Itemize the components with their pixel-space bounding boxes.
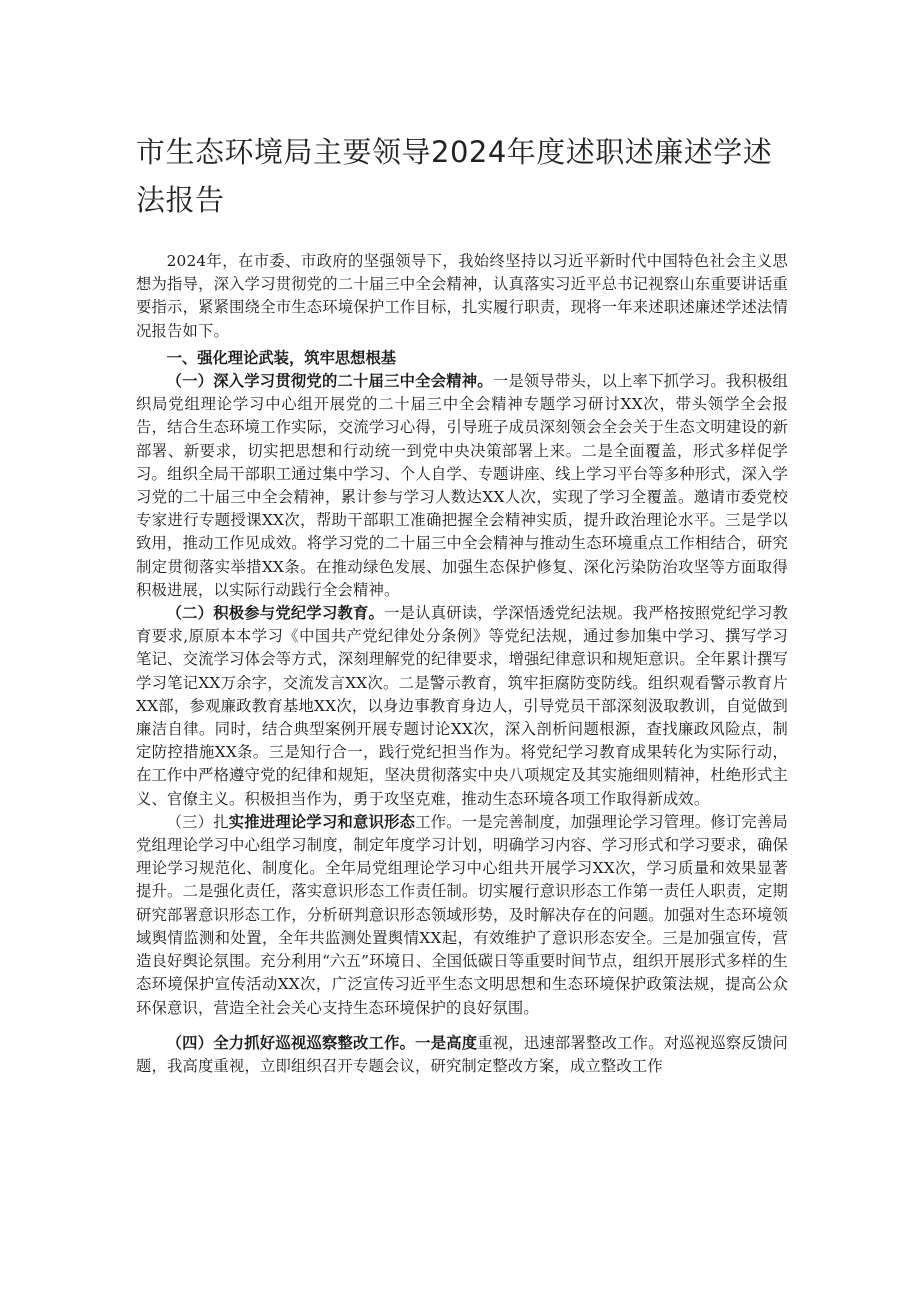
document-page	[136, 128, 788, 1078]
section-1-heading: 一、强化理论武装，筑牢思想根基	[166, 348, 397, 367]
subsection-1-body: 一是领导带头，以上率下抓学习。我积极组织局党组理论学习中心组开展党的二十届三中全会精神专题学习研讨XX次，带头领学全会报告，结合生态环境工作实际，交流学习心得，引导班子成员深刻领会全会关于生态文明建设的新部署、新要求，切实把思想和行动统一到党中央决策部署上来。二是全面覆盖，形式多样促学习。组织全局干部职工通过集中学习、个人自学、专题讲座、线上学习平台等多种形式，深入学习党的二十届三中全会精神，累计参与学习人数达XX人次，实现了学习全覆盖。邀请市委党校专家进行专题授课XX次，帮助干部职工准确把握全会精神实质，提升政治理论水平。三是学以致用，推动工作见成效。将学习党的二十届三中全会精神与推动生态环境重点工作相结合，研究制定贯彻落实举措XX条。在推动绿色发展、加强生态保护修复、深化污染防治攻坚等方面取得积极进展，以实际行动践行全会精神。	[136, 372, 789, 599]
subsection-2-body: 一是认真研读，学深悟透党纪法规。我严格按照党纪学习教育要求,原原本本学习《中国共产党纪律处分条例》等党纪法规，通过参加集中学习、撰写学习笔记、交流学习体会等方式，深刻理解党的纪律要求，增强纪律意识和规矩意识。全年累计撰写学习笔记XX万余字，交流发言XX次。二是警示教育，筑牢拒腐防变防线。组织观看警示教育片XX部，参观廉政教育基地XX次，以身边事教育身边人，引导党员干部深刻汲取教训，自觉做到廉洁自律。同时，结合典型案例开展专题讨论XX次，深入剖析问题根源，查找廉政风险点，制定防控措施XX条。三是知行合一，践行党纪担当作为。将党纪学习教育成果转化为实际行动，在工作中严格遵守党的纪律和规矩，坚决贯彻落实中央八项规定及其实施细则精神，杜绝形式主义、官僚主义。积极担当作为，勇于攻坚克难，推动生态环境各项工作取得新成效。	[136, 604, 789, 808]
subsection-2-heading: （二）积极参与党纪学习教育。	[166, 604, 385, 623]
subsection-4-paragraph	[136, 1032, 788, 1078]
subsection-3-paragraph	[136, 811, 788, 1020]
subsection-3-prefix: （三）扎	[166, 812, 229, 831]
subsection-4-heading: （四）全力抓好巡视巡察整改工作。一是高度	[166, 1033, 478, 1052]
intro-paragraph: 2024年，在市委、市政府的坚强领导下，我始终坚持以习近平新时代中国特色社会主义思想为指导，深入学习贯彻党的二十届三中全会精神，认真落实习近平总书记视察山东重要讲话重要指示，紧紧围绕全市生态环境保护工作目标，扎实履行职责，现将一年来述职述廉述学述法情况报告如下。	[136, 252, 788, 340]
subsection-3-body: 工作。一是完善制度，加强理论学习管理。修订完善局党组理论学习中心组学习制度，制定年度学习计划，明确学习内容、学习形式和学习要求，确保理论学习规范化、制度化。全年局党组理论学习中心组共开展学习XX次，学习质量和效果显著提升。二是强化责任，落实意识形态工作责任制。切实履行意识形态工作第一责任人职责，定期研究部署意识形态工作，分析研判意识形态领域形势，及时解决存在的问题。加强对生态环境领域舆情监测和处置，全年共监测处置舆情XX起，有效维护了意识形态安全。三是加强宣传，营造良好舆论氛围。充分利用“六五”环境日、全国低碳日等重要时间节点，组织开展形式多样的生态环境保护宣传活动XX次，广泛宣传习近平生态文明思想和生态环境保护政策法规，提高公众环保意识，营造全社会关心支持生态环境保护的良好氛围。	[136, 812, 788, 1017]
subsection-1-paragraph	[136, 370, 788, 602]
subsection-3-heading: 实推进理论学习和意识形态	[228, 812, 416, 831]
subsection-2-paragraph	[136, 602, 788, 811]
subsection-1-heading: （一）深入学习贯彻党的二十届三中全会精神。	[166, 372, 493, 391]
subsection-4-body: 重视，迅速部署整改工作。对巡视巡察反馈问题，我高度重视，立即组织召开专题会议，研究制定整改方案，成立整改工作	[136, 1033, 788, 1075]
document-title: 市生态环境局主要领导2024年度述职述廉述学述法报告	[136, 135, 773, 217]
